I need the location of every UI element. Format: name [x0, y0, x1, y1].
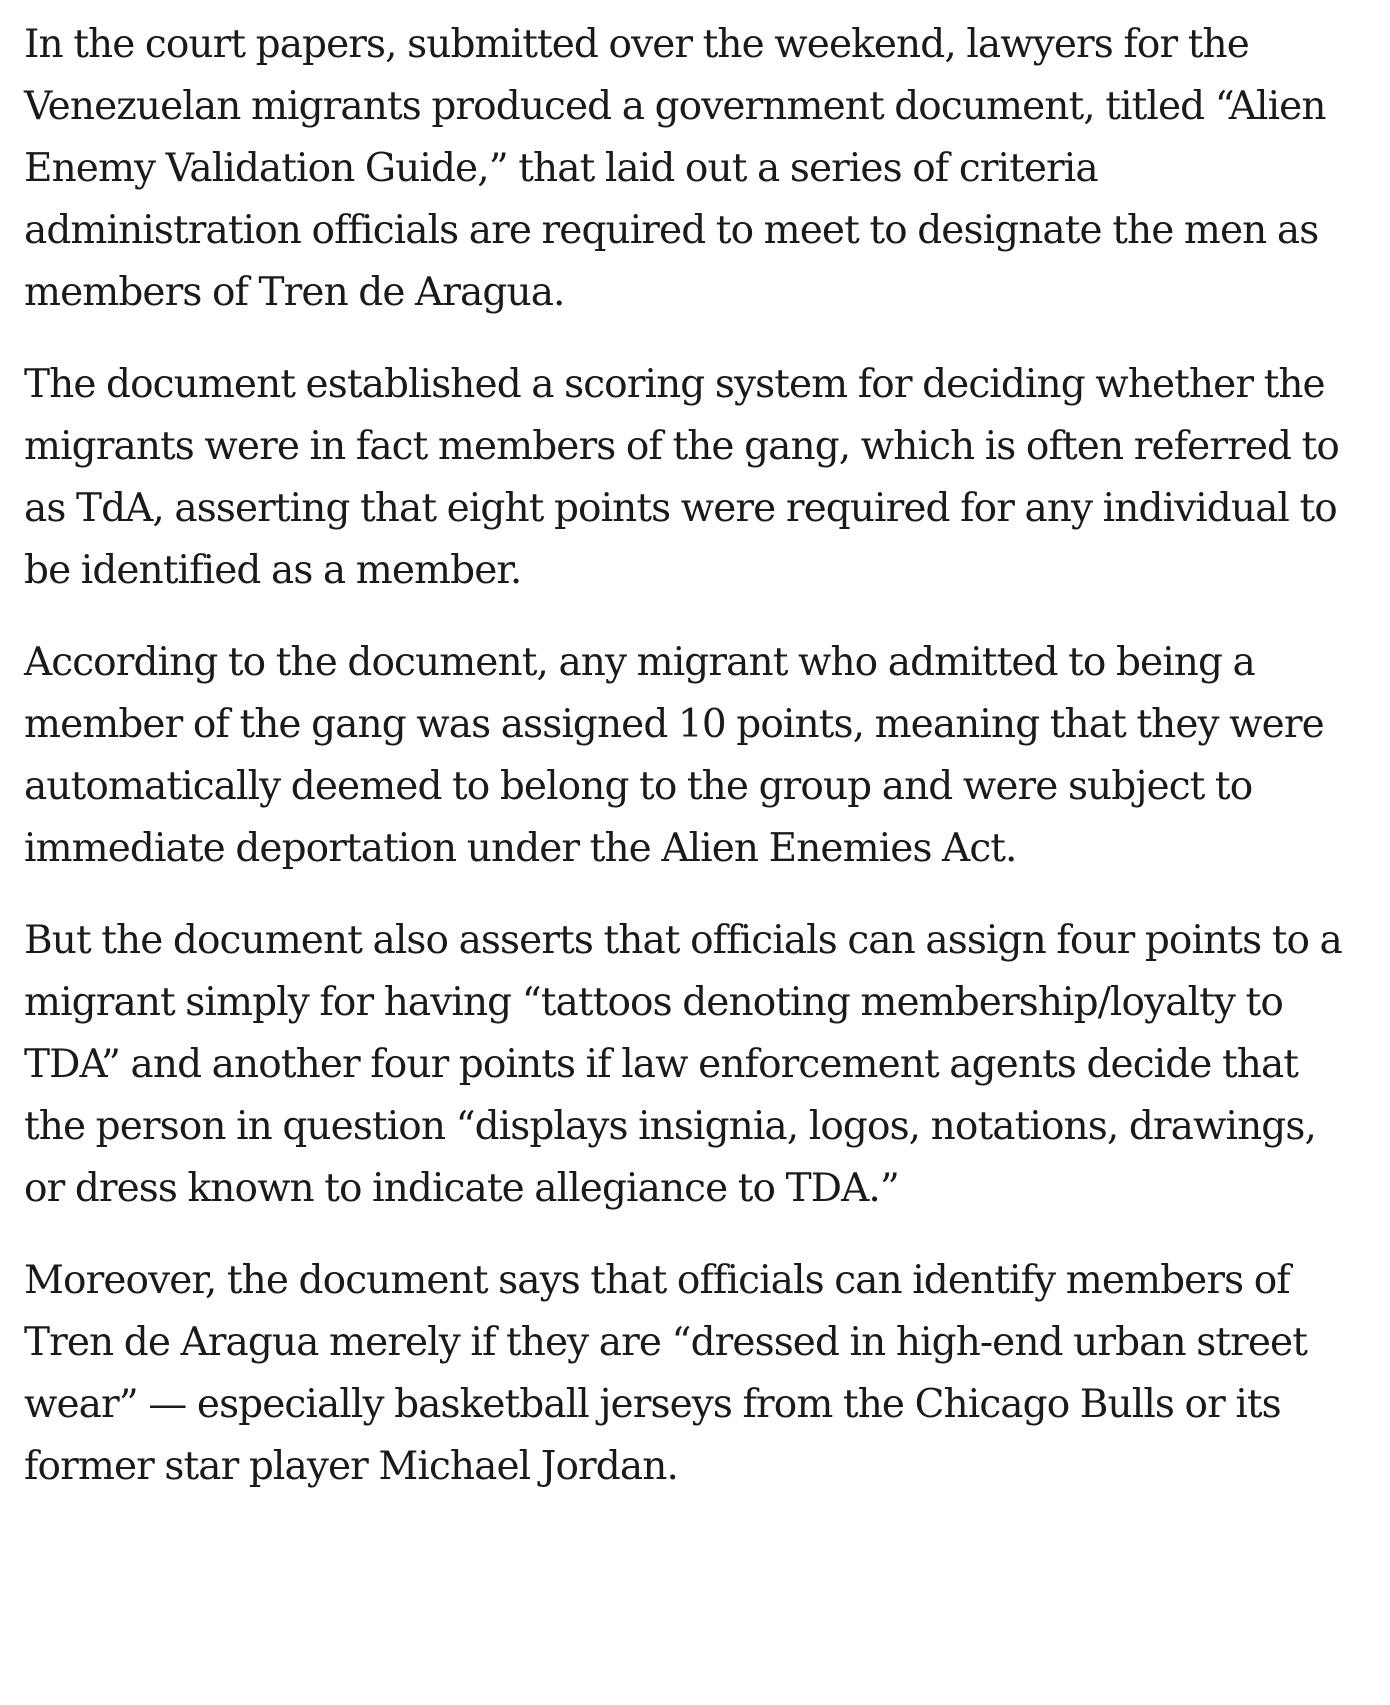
paragraph-street-wear: Moreover, the document says that officials can identify members of Tren de Aragua merely if they are “dressed in high-end urban street wear” — especially basketball jerseys from the Chicago Bulls or its former star player Michael Jordan.	[24, 1258, 1307, 1489]
paragraph-court-papers: In the court papers, submitted over the weekend, lawyers for the Venezuelan migrants produced a government document, titled “Alien Enemy Validation Guide,” that laid out a series of criteria administration officials are required to meet to designate the men as members of Tren de Aragua.	[24, 22, 1326, 315]
paragraph-scoring-system: The document established a scoring system for deciding whether the migrants were in fact members of the gang, which is often referred to as TdA, asserting that eight points were required for any individual to be identified as a member.	[24, 362, 1339, 593]
paragraph-tattoos-insignia: But the document also asserts that officials can assign four points to a migrant simply for having “tattoos denoting membership/loyalty to TDA” and another four points if law enforcement agents decide that the person in question “displays insignia, logos, notations, drawings, or dress known to indicate allegiance to TDA.”	[24, 918, 1342, 1211]
paragraph-admitted-membership: According to the document, any migrant who admitted to being a member of the gang was assigned 10 points, meaning that they were automatically deemed to belong to the group and were subject to immediate deportation under the Alien Enemies Act.	[24, 640, 1324, 871]
